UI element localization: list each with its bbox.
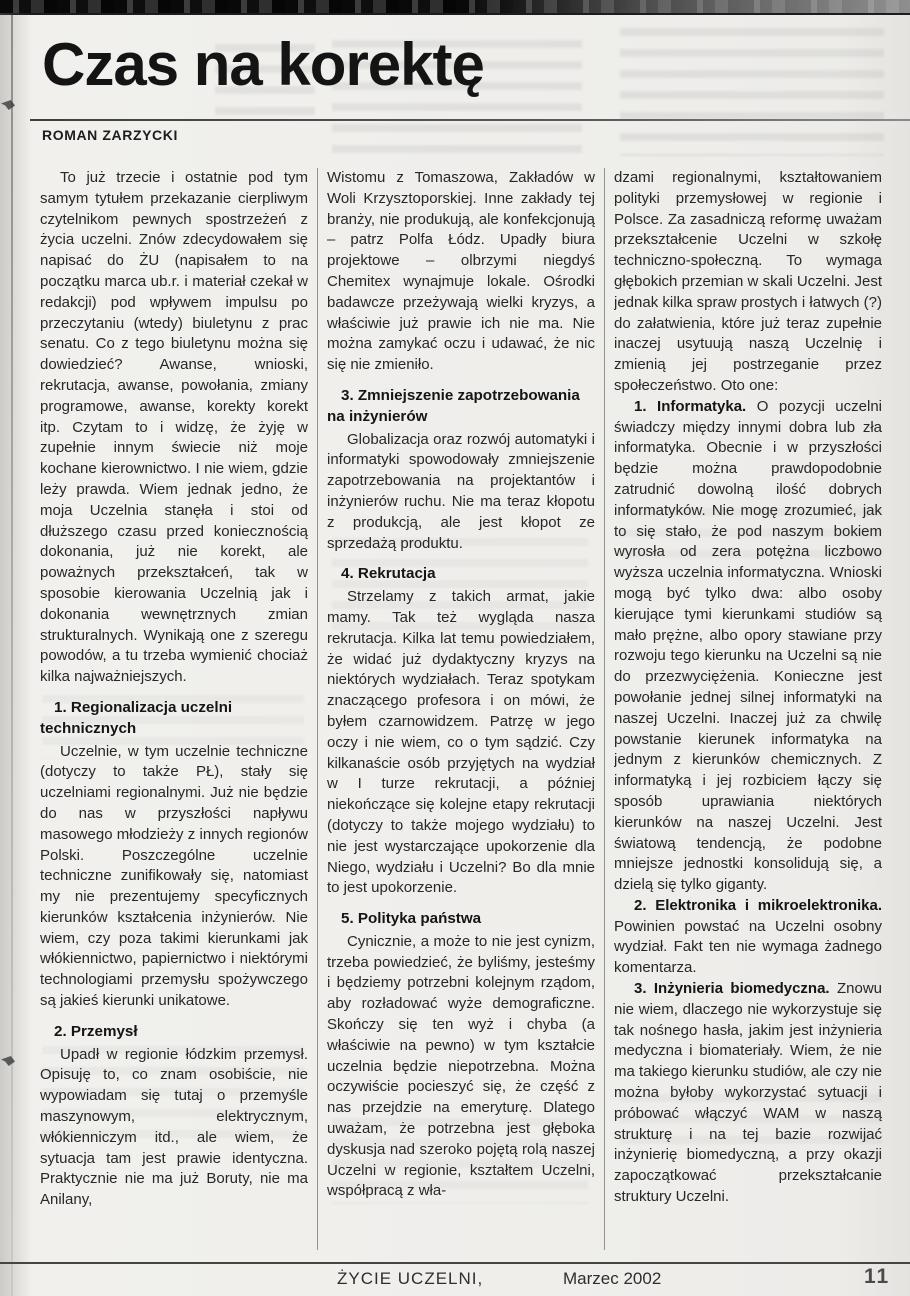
scanner-edge-strip xyxy=(0,0,910,15)
page-fold-shadow xyxy=(0,13,30,1296)
author-byline: ROMAN ZARZYCKI xyxy=(42,127,178,143)
paragraph-lead: 1. Informatyka. xyxy=(634,397,757,415)
section-heading: 3. Zmniejszenie zapotrzebowania na inżynierów xyxy=(327,386,580,425)
column-separator-rule xyxy=(604,168,605,1250)
paragraph-lead: 2. Elektronika i mikroelektronika. xyxy=(634,896,882,914)
title-divider-rule xyxy=(30,119,910,121)
body-paragraph: 2. Elektronika i mikroelektronika. Powinien powstać na Uczelni osobny wydział. Fakt ten nie wymaga żadnego komentarza. xyxy=(614,896,882,977)
text-column-1 xyxy=(40,168,308,1254)
body-paragraph: Cynicznie, a może to nie jest cynizm, trzeba powiedzieć, że byliśmy, jesteśmy i będziemy potrzebni kolejnym rządom, aby rozładować wyże demograficzne. Skończy się ten wyż i chyba (a właściwie na pewno) w tym kształcie uczelnia będzie niepotrzebna. Można oczywiście pocieszyć się, że część z nas przejdzie na emeryturę. Dlatego uważam, że potrzebna jest głęboka dyskusja nad szeroko pojętą rolą naszej Uczelni w regionie, kształtem Uczelni, współpracą z wła- xyxy=(327,932,595,1200)
body-paragraph: Upadł w regionie łódzkim przemysł. Opisuję to, co znam osobiście, nie wypowiadam się tutaj o przemyśle maszynowym, elektrycznym, włókienniczym itd., ale wiem, że sytuacja tam jest prawie identyczna. Praktycznie nie ma już Boruty, nie ma Anilany, xyxy=(40,1045,308,1209)
page-number: 11 xyxy=(864,1265,891,1288)
text-column-2 xyxy=(327,168,595,1254)
section-heading: 2. Przemysł xyxy=(54,1022,138,1040)
body-paragraph: dzami regionalnymi, kształtowaniem polityki przemysłowej w regionie i Polsce. Za zasadniczą reformę uważam przekształcenie Uczelni w szkołę techniczno-społeczną. To wymaga głębokich przemian w skali Uczelni. Jest jednak kilka spraw prostych i łatwych (?) do załatwienia, które już teraz zupełnie inaczej usytuują naszą Uczelnię i zmienią jej postrzeganie przez społeczeństwo. Oto one: xyxy=(614,169,882,394)
body-paragraph: Uczelnie, w tym uczelnie techniczne (dotyczy to także PŁ), stały się uczelniami regionalnymi. Już nie będzie do nas w przyszłości napływu masowego młodzieży z innych regionów Polski. Poszczególne uczelnie techniczne zunifikowały się, natomiast my nie prezentujemy specyficznych kierunków kształcenia inżynierów. Nie wiem, czy poza takimi kierunkami jak włókiennictwo, papiernictwo i niektórymi technologiami przemysłu spożywczego są jakieś kierunki unikatowe. xyxy=(40,742,308,1010)
body-paragraph: Globalizacja oraz rozwój automatyki i informatyki spowodowały zmniejszenie zapotrzebowania na projektantów i inżynierów ruchu. Nie ma teraz kłopotu z produkcją, ale jest kłopot ze sprzedażą produktu. xyxy=(327,430,595,552)
body-paragraph: 3. Inżynieria biomedyczna. Znowu nie wiem, dlaczego nie wykorzystuje się tak nośnego hasła, jakim jest inżynieria medyczna i biomateriały. Wiem, że nie ma takiego kierunku studiów, ale czy nie można byłoby wykorzystać sytuacji i próbować włączyć WAM w naszą strukturę i na tej bazie rozwijać inżynierię biomedyczną, a przy okazji zapoczątkować przekształcanie struktury Uczelni. xyxy=(614,980,882,1206)
journal-name: ŻYCIE UCZELNI, xyxy=(337,1269,484,1288)
article-body xyxy=(40,168,886,1254)
page-fold-line xyxy=(11,15,13,1296)
article-title: Czas na korektę xyxy=(42,31,484,98)
body-paragraph: 1. Informatyka. O pozycji uczelni świadczy między innymi dobra lub zła informatyka. Obecnie i w przyszłości będzie można prawdopodobnie zatrudnić dowolną ilość dobrych informatyków. Nie mogę zrozumieć, jak to się stało, że pod naszym bokiem wyrosła od zera potężna liczbowo wyższa uczelnia informatyczna. Wnioski mogą być tylko dwa: albo osoby kierujące tymi kierunkami studiów są mało prężne, albo opory stawiane przy rozwoju tego kierunku na Uczelni są nie do przezwyciężenia. Konieczne jest powołanie jednej silnej informatyki na naszej Uczelni. Inaczej już za chwilę powstanie kierunek informatyka na jednym z kierunków chemicznych. Z informatyką i jej rozbiciem łączy się sposób uprawiania niektórych kierunków na naszej Uczelni. Jest światową tendencją, że podobne mniejsze jednostki konsolidują się, a dzielą się tylko giganty. xyxy=(614,397,882,894)
bleedthrough-text xyxy=(620,28,884,156)
body-paragraph: To już trzecie i ostatnie pod tym samym tytułem przekazanie cierpliwym czytelnikom pewnych spostrzeżeń z życia uczelni. Znów zdecydowałem się napisać do ŻU (napisałem to na początku marca ub.r. i materiał czekał w redakcji) pod wpływem impulsu po przeczytaniu (wtedy) biuletynu z prac senatu. Co z tego biuletynu można się dowiedzieć? Awanse, wnioski, rekrutacja, awanse, powołania, zmiany programowe, awanse, korekty korekt itp. Czytam to i widzę, że żyję w zupełnie innym świecie niż moje kochane kierownictwo. I nie wiem, gdzie leży prawda. Wiem jednak jedno, że moja Uczelnia stanęła i stoi od dłuższego czasu przed koniecznością dokonania, już nie korekt, ale poważnych przekształceń, tak w sposobie kierowania Uczelnią jak i dokonania wewnętrznych zmian strukturalnych. Wynikają one z szeregu powodów, a tu trzeba wymienić chociaż kilka najważniejszych. xyxy=(40,169,308,686)
section-heading: 5. Polityka państwa xyxy=(341,910,482,928)
column-separator-rule xyxy=(317,168,318,1250)
footer-rule xyxy=(0,1262,910,1264)
section-heading: 1. Regionalizacja uczelni technicznych xyxy=(40,698,233,737)
section-heading: 4. Rekrutacja xyxy=(341,565,436,583)
body-paragraph: Strzelamy z takich armat, jakie mamy. Tak też wygląda nasza rekrutacja. Kilka lat temu powiedziałem, że widać już dydaktyczny kryzys na niektórych wydziałach. Teraz spotykam znaczącego profesora i on mówi, że byłem czarnowidzem. Patrzę w jego oczy i nie wiem, co o tym sądzić. Czy kilkanaście osób przyjętych na wydział w I turze rekrutacji, a później niekończące się kolejne etapy rekrutacji (dotyczy to także mojego wydziału) to nie jest wystarczające upokorzenie dla Niego, wydziału i Uczelni? Bo dla mnie to jest upokorzenie. xyxy=(327,588,595,897)
paragraph-lead: 3. Inżynieria biomedyczna. xyxy=(634,980,837,998)
body-paragraph: Wistomu z Tomaszowa, Zakładów w Woli Krzysztoporskiej. Inne zakłady tej branży, nie produkują, ale konfekcjonują – patrz Polfa Łódz. Upadły biura projektowe – olbrzymi niegdyś Chemitex wynajmuje lokale. Ośrodki badawcze przeżywają wielki kryzys, a właściwie już prawie ich nie ma. Nie można zamykać oczu i udawać, że nic się nie zmieniło. xyxy=(327,169,595,374)
text-column-3 xyxy=(614,168,882,1254)
issue-date: Marzec 2002 xyxy=(563,1269,662,1288)
